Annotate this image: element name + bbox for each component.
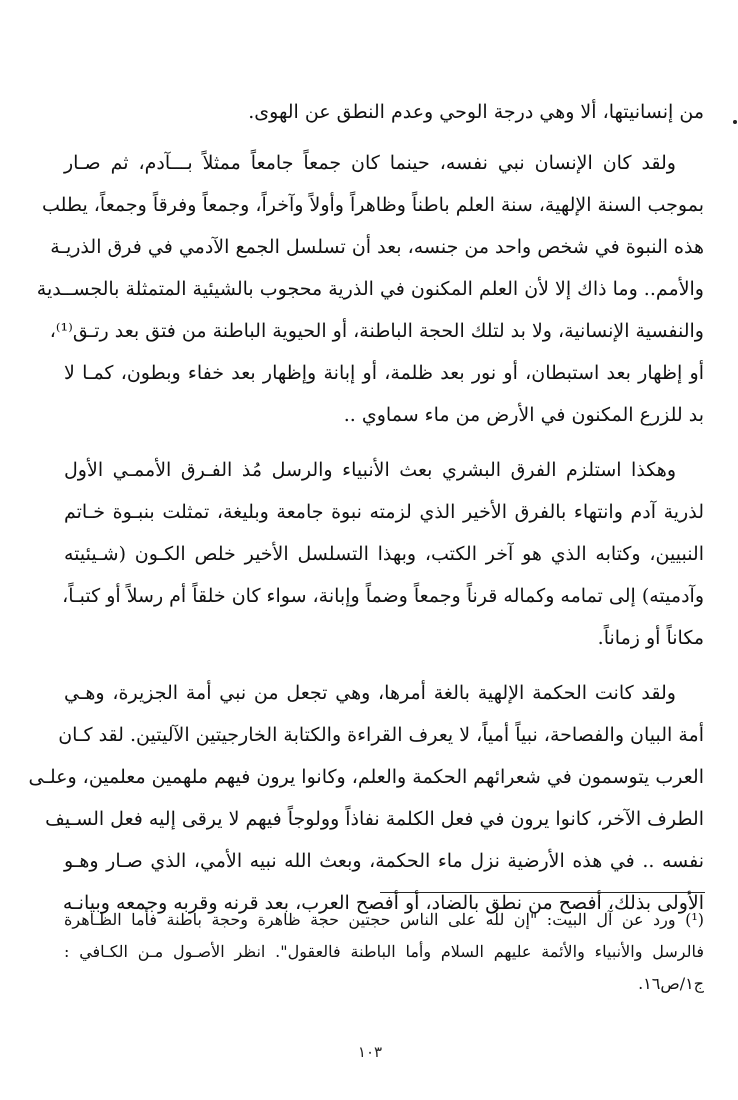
text-line-5: والأمم.. وما ذاك إلا لأن العلم المكنون في الذرية محجوب بالشيئية المتمثلة بالجســدية — [36, 278, 704, 300]
text-line-17: الطرف الآخر، كانوا يرون في فعل الكلمة نفاذاً وولوجاً فيهم لا يرقى إليه فعل السـيف — [45, 808, 704, 830]
text-line-4: هذه النبوة في شخص واحد من جنسه، بعد أن تسلسل الجمع الآدمي في فرق الذريـة — [50, 236, 704, 258]
margin-dot — [733, 120, 737, 124]
footnote-line-3: ج١/ص١٦. — [638, 974, 704, 993]
text-line-6: والنفسية الإنسانية، ولا بد لتلك الحجة الباطنة، أو الحيوية الباطنة من فتق بعد رتـق⁽¹⁾، — [49, 320, 704, 342]
page-number: ١٠٣ — [357, 1043, 383, 1061]
text-line-13: مكاناً أو زماناً. — [597, 627, 704, 649]
text-line-15: أمة البيان والفصاحة، نبياً أمياً، لا يعرف القراءة والكتابة الخارجيتين الآليتين. لقد كـان — [58, 724, 704, 746]
footnote-line-1: (¹) ورد عن آل البيت: "إن لله على الناس حجتين حجة ظاهرة وحجة باطنة فأما الظـاهرة — [64, 910, 705, 929]
text-line-12: وآدميته) إلى تمامه وكماله قرناً وجمعاً وضماً وإبانة، سواء كان خلقاً أم رسلاً أو كتبـاً، — [62, 585, 704, 607]
text-line-16: العرب يتوسمون في شعرائهم الحكمة والعلم، وكانوا يرون فيهم ملهمين معلمين، وعلـى — [28, 766, 704, 788]
text-line-18: نفسه .. في هذه الأرضية نزل ماء الحكمة، وبعث الله نبيه الأمي، الذي صـار وهـو — [64, 850, 704, 872]
footnote-separator — [380, 892, 705, 893]
text-line-7: أو إظهار بعد استبطان، أو نور بعد ظلمة، أو إبانة وإظهار بعد خفاء وبطون، كمـا لا — [64, 362, 704, 384]
text-line-10: لذرية آدم وانتهاء بالفرق الأخير الذي لزمته نبوة جامعة وبليغة، تمثلت بنبـوة خـاتم — [64, 501, 704, 523]
text-line-3: بموجب السنة الإلهية، سنة العلم باطناً وظاهراً وأولاً وآخراً، وجمعاً وفرقاً وجمعاً، يطلب — [41, 194, 704, 216]
text-line-11: النبيين، وكتابه الذي هو آخر الكتب، وبهذا التسلسل الأخير خلص الكـون (شـيئيته — [64, 543, 704, 565]
footnote-line-2: فالرسل والأنبياء والأئمة عليهم السلام وأما الباطنة فالعقول". انظر الأصـول مـن الكـافي : — [64, 942, 704, 961]
text-line-2: ولقد كان الإنسان نبي نفسه، حينما كان جمعاً جامعاً ممثلاً بـــآدم، ثم صـار — [64, 152, 676, 174]
text-line-8: بد للزرع المكنون في الأرض من ماء سماوي .. — [343, 404, 704, 426]
text-line-19: الأولى بذلك، أفصح من نطق بالضاد، أو أفصح العرب، بعد قرنه وقربه وجمعه وبيانـه — [62, 892, 704, 914]
text-line-1: من إنسانيتها، ألا وهي درجة الوحي وعدم النطق عن الهوى. — [248, 101, 704, 123]
text-line-14: ولقد كانت الحكمة الإلهية بالغة أمرها، وهي تجعل من نبي أمة الجزيرة، وهـي — [64, 682, 676, 704]
text-line-9: وهكذا استلزم الفرق البشري بعث الأنبياء والرسل مُذ الفـرق الأممـي الأول — [64, 459, 676, 481]
